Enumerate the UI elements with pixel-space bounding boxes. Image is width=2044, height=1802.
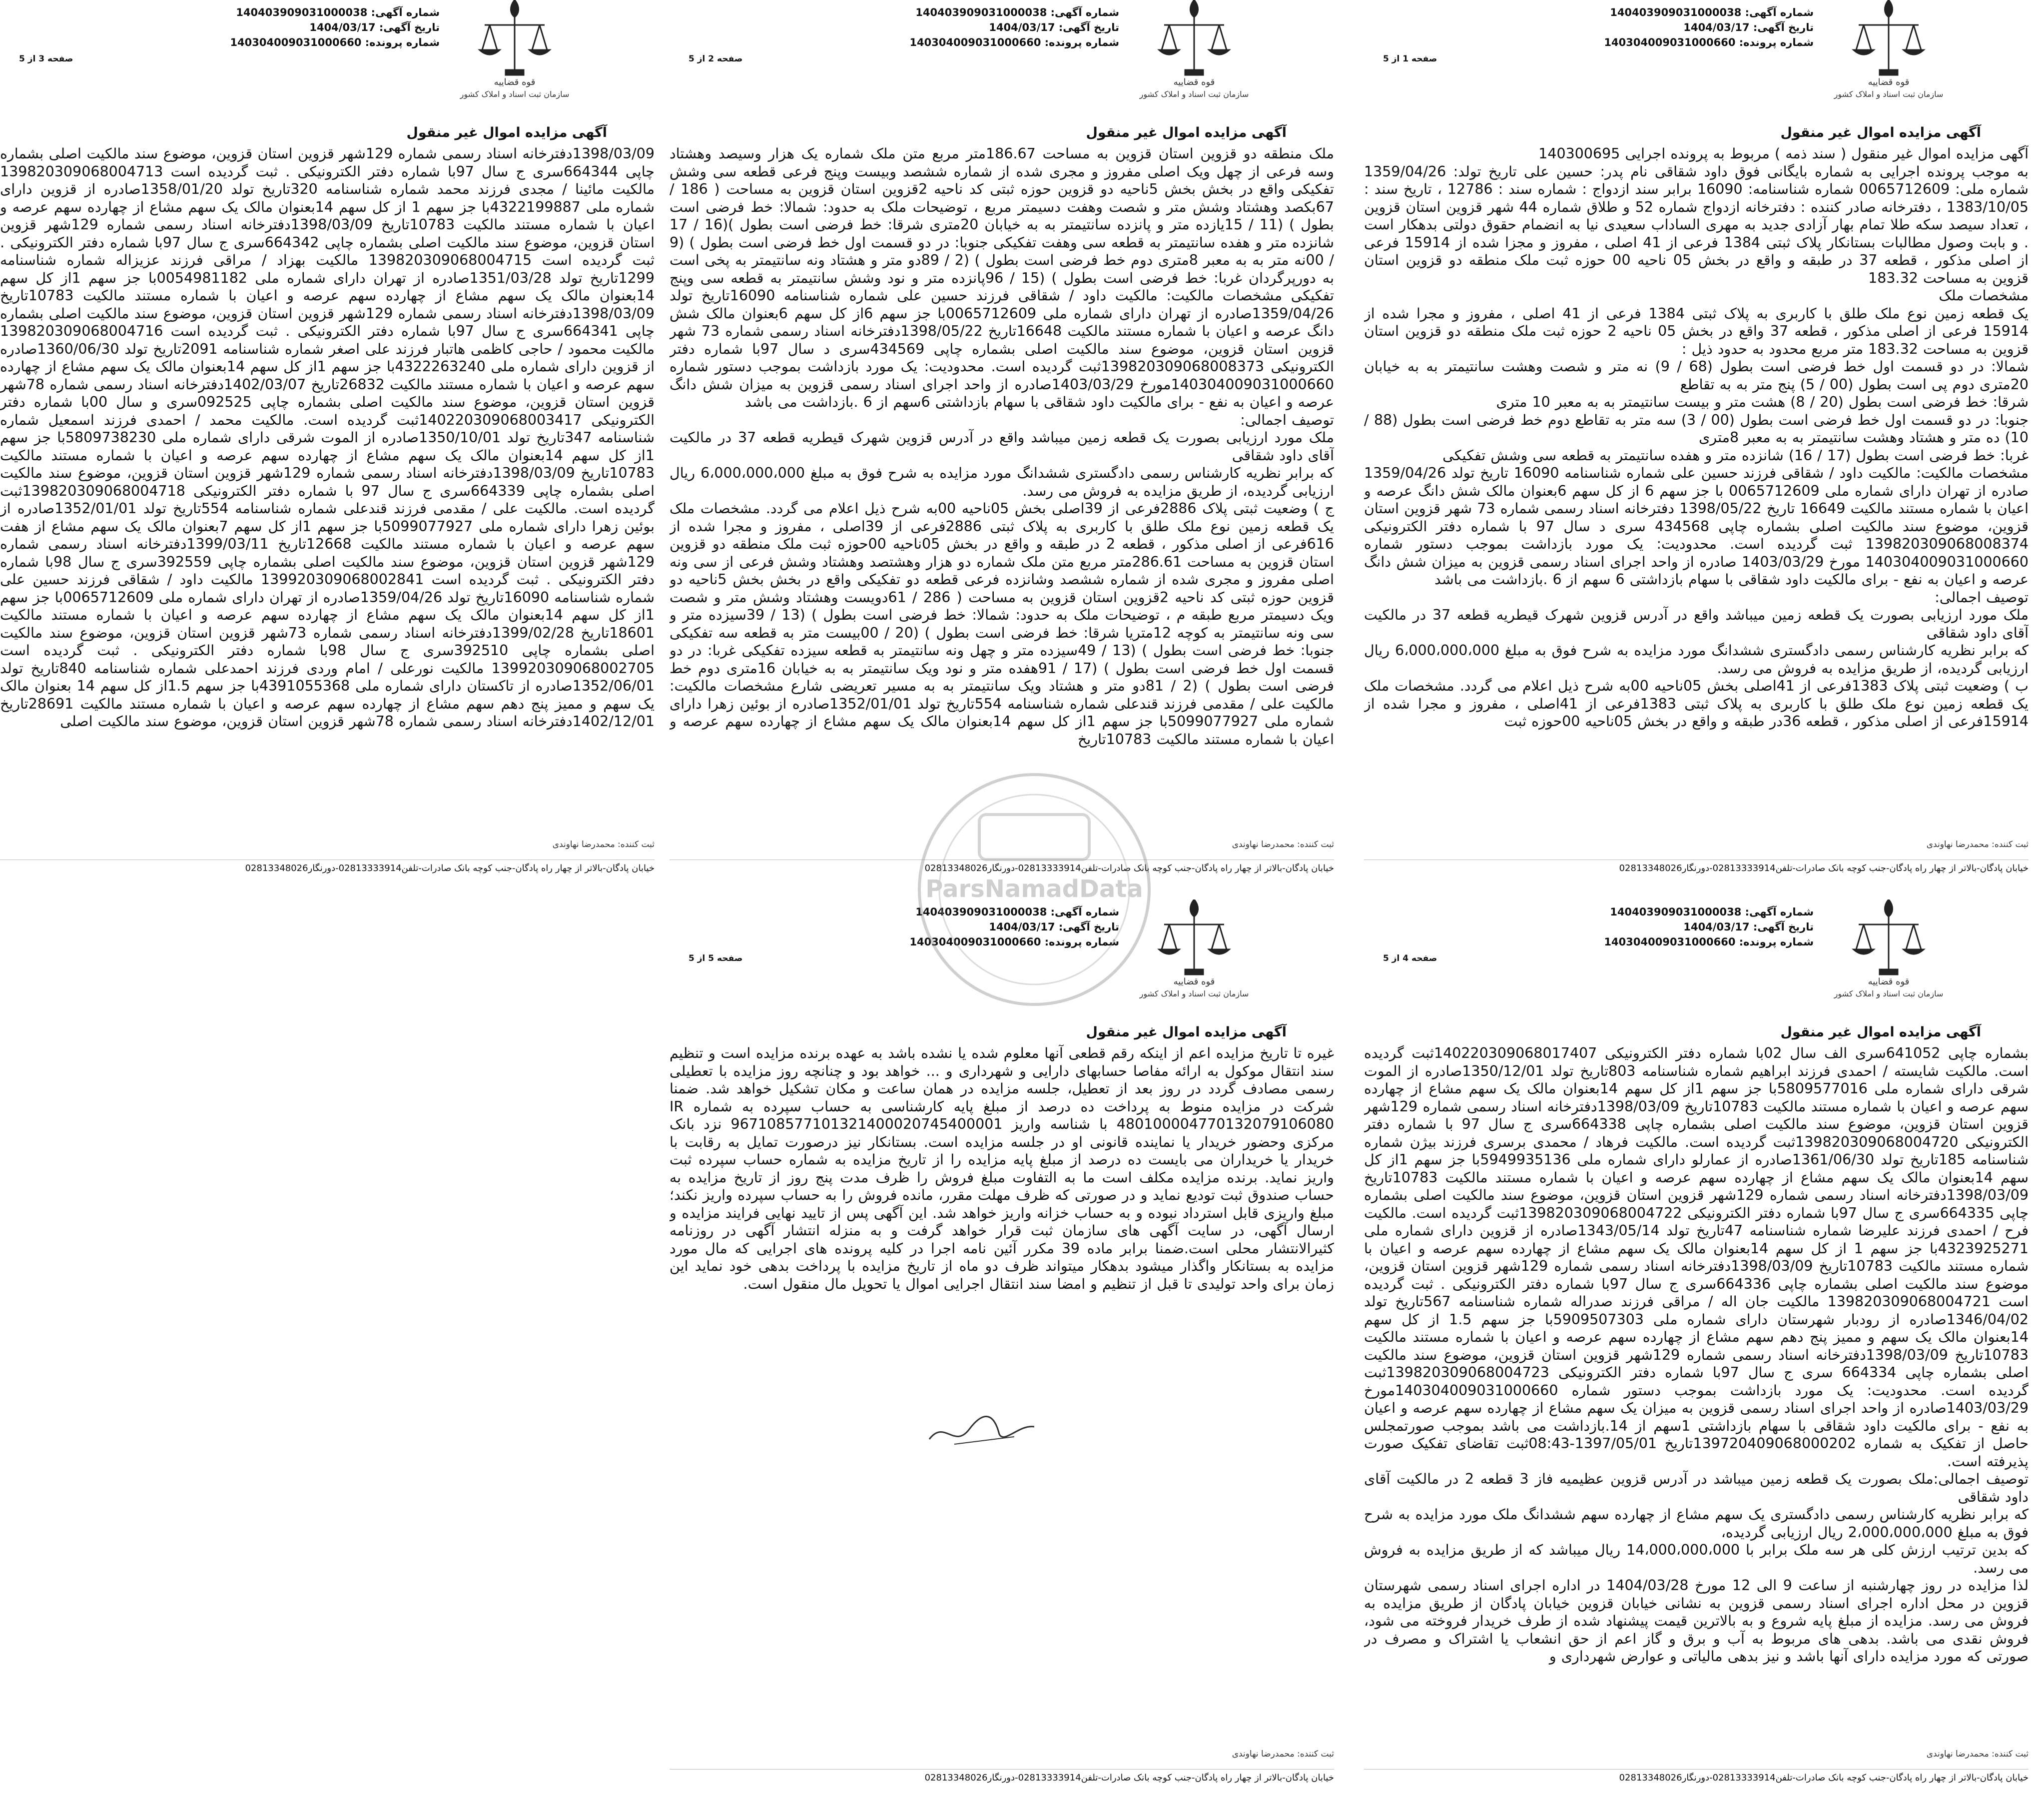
case-number: 140304009031000660 <box>1604 36 1736 48</box>
page-title: آگهی مزایده اموال غیر منقول <box>1780 1024 1981 1040</box>
svg-text:سازمان ثبت اسناد و املاک کشور: سازمان ثبت اسناد و املاک کشور <box>1834 989 1944 998</box>
page-footer: خیابان پادگان-بالاتر از چهار راه پادگان-جنب کوچه بانک صادرات-تلفن02813333914-دورنگار02813348026 <box>670 860 1334 874</box>
svg-text:سازمان ثبت اسناد و املاک کشور: سازمان ثبت اسناد و املاک کشور <box>1834 89 1944 99</box>
page-footer: خیابان پادگان-بالاتر از چهار راه پادگان-جنب کوچه بانک صادرات-تلفن02813333914-دورنگار02813348026 <box>1364 1769 2029 1783</box>
page-header <box>0 0 655 107</box>
ad-date: 1404/03/17 <box>1683 21 1750 33</box>
page-body: غیره تا تاریخ مزایده اعم از اینکه رقم قطعی آنها معلوم شده یا نشده باشد به عهده برنده مزایده است و تنظیم سند انتقال موکول به ارائه مفاصا حسابهای دارایی و شهرداری و ... خواهد بود و چنانچه روز مزایده با تعطیلی رسمی مصادف گردد در روز بعد از تعطیل، جلسه مزایده در همان ساعت و مکان تشکیل خواهد شد. ضمنا شرکت در مزایده منوط به پرداخت ده درصد از مبلغ پایه کارشناسی به حساب سپرده به شماره IR 480100004770132079106080 با شناسه واریز 967108577101321400020745400001 نزد بانک مرکزی وحضور خریدار یا نماینده قانونی او در جلسه مزایده است. بستانکار نیز درصورت تمایل به رقابت با خریدار یا خریداران می بایست ده درصد از مبلغ پایه مزایده را از تاریخ مزایده به شماره حساب سپرده ثبت واریز نماید. برنده مزایده مکلف است ما به التفاوت مبلغ فروش را ظرف مدت پنج روز از تاریخ مزایده به حساب صندوق ثبت تودیع نماید و در صورتی که ظرف مهلت مقرر، مانده فروش را به حساب سپرده واریز نکند؛ مبلغ واریزی قابل استرداد نبوده و به حساب خزانه واریز خواهد شد. این آگهی پس از تایید نهایی فرایند مزایده و ارسال آگهی، در سایت آگهی های سازمان ثبت قرار خواهد گرفت و به منزله انتشار آگهی در روزنامه کثیرالانتشار محلی است.ضمنا برابر ماده 39 مکرر آئین نامه اجرا در کلیه پرونده های اجرایی که مال مورد مزایده به بستانکار واگذار میشود بدهکار میتواند ظرف دو ماه از تاریخ مزایده با پرداخت بدهی خود نماید این زمان برای واحد تولیدی تا قبل از تنظیم و امضا سند انتقال اجرایی اموال یا تحویل مال منقول است. <box>670 1045 1334 1292</box>
emblem-logo <box>450 0 580 100</box>
watermark-stamp <box>894 760 1174 1019</box>
page-header <box>670 0 1334 107</box>
svg-text:قوه قضاییه: قوه قضاییه <box>1173 976 1215 987</box>
svg-text:ParsNamadData: ParsNamadData <box>925 875 1143 903</box>
signer: ثبت کننده: محمدرضا نهاوندی <box>1926 1749 2029 1759</box>
emblem-logo <box>1824 0 1954 100</box>
page-body: 1398/03/09دفترخانه اسناد رسمی شماره 129شهر قزوین استان قزوین، موضوع سند مالکیت اصلی بشماره چاپی 664344سری ج سال 97با شماره دفتر الکترونیکی . ثبت گردیده است 139820309068004713 مالکیت مائینا / مجدی فرزند محمد شماره شناسنامه 320تاریخ تولد 1358/01/20صادره از قزوین دارای شماره ملی 4322199887با جز سهم 1 از کل سهم 14بعنوان مالک یک سهم مشاع از چهارده سهم عرصه و اعیان با شماره مستند مالکیت 10783تاریخ 1398/03/09دفترخانه اسناد رسمی شماره 129شهر قزوین استان قزوین، موضوع سند مالکیت اصلی بشماره چاپی 664342سری ج سال 97با شماره دفتر الکترونیکی . ثبت گردیده است 139820309068004715 مالکیت بهزاد / مراقی فرزند عزیزاله شماره شناسنامه 1299تاریخ تولد 1351/03/28صادره از تهران دارای شماره ملی 0054981182با جز سهم 1از کل سهم 14بعنوان مالک یک سهم مشاع از چهارده سهم عرصه و اعیان با شماره مستند مالکیت 10783تاریخ 1398/03/09دفترخانه اسناد رسمی شماره 129شهر قزوین استان قزوین، موضوع سند مالکیت اصلی بشماره چاپی 664341سری ج سال 97با شماره دفتر الکترونیکی . ثبت گردیده است 139820309068004716 مالکیت محمود / حاجی کاظمی هاتبار فرزند علی اصغر شماره شناسنامه 2091تاریخ تولد 1360/06/30صادره از قزوین دارای شماره ملی 4322263240با جز سهم 1از کل سهم 14بعنوان مالک یک سهم مشاع از چهارده سهم عرصه و اعیان با شماره مستند مالکیت 26832تاریخ 1402/03/07دفترخانه اسناد رسمی شماره 78شهر قزوین استان قزوین، موضوع سند مالکیت اصلی بشماره چاپی 092525سری و سال 00با شماره دفتر الکترونیکی 140220309068003417ثبت گردیده است. مالکیت محمد / احمدی فرزند اسمعیل شماره شناسنامه 347تاریخ تولد 1350/10/01صادره از الموت شرقی دارای شماره ملی 5809738230با جز سهم 1از کل سهم 14بعنوان مالک یک سهم مشاع از چهارده سهم عرصه و اعیان با شماره مستند مالکیت 10783تاریخ 1398/03/09دفترخانه اسناد رسمی شماره 129شهر قزوین استان قزوین، موضوع سند مالکیت اصلی بشماره چاپی 664339سری ج سال 97 با شماره دفتر الکترونیکی 139820309068004718ثبت گردیده است. مالکیت علی / مقدمی فرزند قندعلی شماره شناسنامه 554تاریخ تولد 1352/01/01صادره از بوئین زهرا دارای شماره ملی 5099077927با جز سهم 1از کل سهم 7بعنوان مالک یک سهم مشاع از هفت سهم عرصه و اعیان با شماره مستند مالکیت 12668تاریخ 1399/03/11دفترخانه اسناد رسمی شماره 129شهر قزوین استان قزوین، موضوع سند مالکیت اصلی بشماره چاپی 392559سری ج سال 98با شماره دفتر الکترونیکی . ثبت گردیده است 139920309068002841 مالکیت داود / شقاقی فرزند حسین علی شماره شناسنامه 16090تاریخ تولد 1359/04/26صادره از تهران دارای شماره ملی 0065712609با جز سهم 1از کل سهم 14بعنوان مالک یک سهم مشاع از چهارده سهم عرصه و اعیان با شماره مستند مالکیت 18601تاریخ 1399/02/28دفترخانه اسناد رسمی شماره 73شهر قزوین استان قزوین، موضوع سند مالکیت اصلی بشماره چاپی 392510سری ج سال 98با شماره دفتر الکترونیکی . ثبت گردیده است 139920309068002705 مالکیت نورعلی / امام وردی فرزند احمدعلی شماره شناسنامه 840تاریخ تولد 1352/06/01صادره از تاکستان دارای شماره ملی 4391055368با جز سهم 1.5از کل سهم 14 بعنوان مالک یک سهم و ممیز پنج دهم سهم مشاع از چهارده سهم عرصه و اعیان با شماره مستند مالکیت 28691تاریخ 1402/12/01دفترخانه اسناد رسمی شماره 78شهر قزوین استان قزوین، موضوع سند مالکیت اصلی <box>0 145 655 730</box>
page-header <box>1364 900 2029 1007</box>
case-number: 140304009031000660 <box>230 36 362 48</box>
svg-text:قوه قضاییه: قوه قضاییه <box>1868 976 1910 987</box>
page-3 <box>0 0 655 885</box>
ad-date: 1404/03/17 <box>989 921 1055 933</box>
ad-number: 140403909031000038 <box>1610 6 1742 18</box>
page-number: صفحه 2 از 5 <box>688 54 743 64</box>
page-body: ملک منطقه دو قزوین استان قزوین به مساحت 186.67متر مربع متن ملک شماره یک هزار وسیصد وهشتاد وسه فرعی از چهل ویک اصلی مفروز و مجری شده از شماره ششصد وبیست وپنج فرعی قطعه سی وشش تفکیکی واقع در بخش بخش 5ناحیه دو قزوین حوزه ثبتی کد ناحیه 2قزوین استان قزوین به مساحت ( 186 / 67بکصد وهشتاد وشش متر و شصت وهفت دسیمتر مربع ، توضیحات ملک به حدود: شمالا: خط فرضی است بطول ) (11 / 15یازده متر و پانزده سانتیمتر به به خیابان 20متری شرقا: خط فرضی است بطول )(16 / 17 شانزده متر و هفده سانتیمتر به قطعه سی وهفت تفکیکی جنوبا: در دو قسمت اول خط فرضی است بطول ) (9 / 00نه متر به به معبر 8متری دوم خط فرضی است بطول ) (2 / 89دو متر و هشتاد ونه سانتیمتر به پخی است به دورپرگردان غربا: خط فرضی است بطول ) (15 / 96پانزده متر و نود وشش سانتیمتر به قطعه سی وپنج تفکیکی مشخصات مالکیت: مالکیت داود / شقاقی فرزند حسین علی شماره شناسنامه 16090تاریخ تولد 1359/04/26صادره از تهران دارای شماره ملی 0065712609با جز سهم 6از کل سهم 6بعنوان مالک شش دانگ عرصه و اعیان با شماره مستند مالکیت 16648تاریخ 1398/05/22دفترخانه اسناد رسمی شماره 73 شهر قزوین استان قزوین، موضوع سند مالکیت اصلی بشماره چاپی 434569سری د سال 97با شماره دفتر الکترونیکی 139820309068008373ثبت گردیده است. محدودیت: یک مورد بازداشت بموجب دستور شماره 140304009031000660مورخ 1403/03/29صادره از واحد اجرای اسناد رسمی قزوین به میزان شش دانگ عرصه و اعیان به نفع - برای مالکیت داود شقاقی با سهام بازداشتی 6سهم از 6 .بازداشت می باشد توصیف اجمالی: ملک مورد ارزیابی بصورت یک قطعه زمین میباشد واقع در آدرس قزوین شهرک قیطریه قطعه 37 در مالکیت آقای داود شقاقی که برابر نظریه کارشناس رسمی دادگستری ششدانگ مورد مزایده به شرح فوق به مبلغ 6،000،000،000 ریال ارزیابی گردیده، از طریق مزایده به فروش می رسد. ج ) وضعیت ثبتی پلاک 2886فرعی از 39اصلی بخش 05ناحیه 00به شرح ذیل اعلام می گردد. مشخصات ملک یک قطعه زمین نوع ملک طلق با کاربری به پلاک ثبتی 2886فرعی از 39اصلی ، مفروز و مجرا شده از 616فرعی از اصلی مذکور ، قطعه 2 در طبقه و واقع در بخش 05ناحیه 00حوزه ثبت ملک منطقه دو قزوین استان قزوین به مساحت 286.61متر مربع متن ملک شماره دو هزار وهشتصد وهشتاد وشش فرعی از سی ونه اصلی مفروز و مجری شده از شماره ششصد وشانزده فرعی قطعه دو تفکیکی واقع در بخش بخش 5ناحیه دو قزوین حوزه ثبتی کد ناحیه 2قزوین استان قزوین به مساحت ( 286 / 61دویست وهشتاد وشش متر و شصت ویک دسیمتر مربع طبقه م ، توضیحات ملک به حدود: شمالا: خط فرضی است بطول ) (13 / 39سیزده متر و سی ونه سانتیمتر به کوچه 12متریا شرقا: خط فرضی است بطول ) (20 / 00بیست متر به قطعه سه تفکیکی جنوبا: خط فرضی است بطول ) (13 / 49سیزده متر و چهل ونه سانتیمتر به قطعه سیزده تفکیکی غربا: در دو قسمت اول خط فرضی است بطول ) (17 / 91هفده متر و نود ویک سانتیمتر به به خیابان 16متری دوم خط فرضی است بطول ) (2 / 81دو متر و هشتاد ویک سانتیمتر به به مسیر تعریضی شارع مشخصات مالکیت: مالکیت علی / مقدمی فرزند قندعلی شماره شناسنامه 554تاریخ تولد 1352/01/01صادره از بوئین زهرا دارای شماره ملی 5099077927با جز سهم 1از کل سهم 14بعنوان مالک یک سهم مشاع از چهارده سهم عرصه و اعیان با شماره مستند مالکیت 10783تاریخ <box>670 145 1334 748</box>
header-meta: شماره آگهی: 140403909031000038 تاریخ آگهی: 1404/03/17 شماره پرونده: 140304009031000660 <box>909 906 1119 948</box>
handwritten-signature <box>924 1409 1039 1454</box>
page-body: بشماره چاپی 641052سری الف سال 02با شماره دفتر الکترونیکی 140220309068017407ثبت گردیده است. مالکیت شایسته / احمدی فرزند ابراهیم شماره شناسنامه 803تاریخ تولد 1350/12/01صادره از الموت شرقی دارای شماره ملی 5809577016با جز سهم 1از کل سهم 14بعنوان مالک یک سهم مشاع از چهارده سهم عرصه و اعیان با شماره مستند مالکیت 10783تاریخ 1398/03/09دفترخانه اسناد رسمی شماره 129شهر قزوین استان قزوین، موضوع سند مالکیت اصلی بشماره چاپی 664338سری ج سال 97 با شماره دفتر الکترونیکی 139820309068004720ثبت گردیده است. مالکیت فرهاد / محمدی برسری فرزند بیژن شماره شناسنامه 185تاریخ تولد 1361/06/30صادره از عمارلو دارای شماره ملی 5949935136با جز سهم 1از کل سهم 14بعنوان مالک یک سهم مشاع از چهارده سهم عرصه و اعیان با شماره مستند مالکیت 10783تاریخ 1398/03/09دفترخانه اسناد رسمی شماره 129شهر قزوین استان قزوین، موضوع سند مالکیت اصلی بشماره چاپی 664335سری ج سال 97با شماره دفتر الکترونیکی 139820309068004722ثبت گردیده است. مالکیت فرح / احمدی فرزند علیرضا شماره شناسنامه 47تاریخ تولد 1343/05/14صادره از قزوین دارای شماره ملی 4323925271با جز سهم 1 از کل سهم 14بعنوان مالک یک سهم مشاع از چهارده سهم عرصه و اعیان با شماره مستند مالکیت 10783تاریخ 1398/03/09دفترخانه اسناد رسمی شماره 129شهر قزوین استان قزوین، موضوع سند مالکیت اصلی بشماره چاپی 664336سری ج سال 97با شماره دفتر الکترونیکی . ثبت گردیده است 139820309068004721 مالکیت جان اله / مراقی فرزند صدراله شماره شناسنامه 567تاریخ تولد 1346/04/02صادره از رودبار شهرستان دارای شماره ملی 5909507303با جز سهم 1.5 از کل سهم 14بعنوان مالک یک سهم و ممیز پنج دهم سهم مشاع از چهارده سهم عرصه و اعیان با شماره مستند مالکیت 10783تاریخ 1398/03/09دفترخانه اسناد رسمی شماره 129شهر قزوین استان قزوین، موضوع سند مالکیت اصلی بشماره چاپی 664334 سری ج سال 97با شماره دفتر الکترونیکی 139820309068004723ثبت گردیده است. محدودیت: یک مورد بازداشت بموجب دستور شماره 140304009031000660مورخ 1403/03/29صادره از واحد اجرای اسناد رسمی قزوین به میزان یک سهم مشاع از چهارده سهم عرصه و اعیان به نفع - برای مالکیت داود شقاقی با سهام بازداشتی 1سهم از 14.بازداشت می باشد بموجب صورتمجلس حاصل از تفکیک به شماره 139720409068000202تاریخ 1397/05/01-08:43ثبت تقاضای تفکیک صورت پذیرفته است. توصیف اجمالی:ملک بصورت یک قطعه زمین میباشد در آدرس قزوین عظیمیه فاز 3 قطعه 2 در مالکیت آقای داود شقاقی که برابر نظریه کارشناس رسمی دادگستری یک سهم مشاع از چهارده سهم ششدانگ ملک مورد مزایده به شرح فوق به مبلغ 2،000،000،000 ریال ارزیابی گردیده، که بدین ترتیب ارزش کلی هر سه ملک برابر با 14،000،000،000 ریال میباشد که از طریق مزایده به فروش می رسد. لذا مزایده در روز چهارشنبه از ساعت 9 الی 12 مورخ 1404/03/28 در اداره اجرای اسناد رسمی شهرستان قزوین در محل اداره اجرای اسناد رسمی قزوین به نشانی خیابان قزوین خیابان پادگان از طریق مزایده به فروش می رسد. مزایده از مبلغ پایه شروع و به بالاترین قیمت پیشنهاد شده از طرف خریدار فروخته می شود، فروش نقدی می باشد. بدهی های مربوط به آب و برق و گاز اعم از حق انشعاب یا اشتراک و مصرف در صورتی که مورد مزایده دارای آنها باشد و نیز بدهی مالیاتی و عوارض شهرداری و <box>1364 1045 2029 1665</box>
page-number: صفحه 4 از 5 <box>1383 953 1437 963</box>
signer: ثبت کننده: محمدرضا نهاوندی <box>1232 1749 1334 1759</box>
page-title: آگهی مزایده اموال غیر منقول <box>1780 125 1981 140</box>
ad-number: 140403909031000038 <box>915 6 1047 18</box>
page-4 <box>1364 900 2029 1794</box>
page-title: آگهی مزایده اموال غیر منقول <box>1086 125 1287 140</box>
signer: ثبت کننده: محمدرضا نهاوندی <box>1232 840 1334 850</box>
ad-number: 140403909031000038 <box>915 906 1047 918</box>
ad-date: 1404/03/17 <box>989 21 1055 33</box>
emblem-logo <box>1129 0 1259 100</box>
case-number: 140304009031000660 <box>909 36 1041 48</box>
page-2 <box>670 0 1334 885</box>
page-footer: خیابان پادگان-بالاتر از چهار راه پادگان-جنب کوچه بانک صادرات-تلفن02813333914-دورنگار02813348026 <box>670 1769 1334 1783</box>
ad-date: 1404/03/17 <box>309 21 376 33</box>
svg-text:سازمان ثبت اسناد و املاک کشور: سازمان ثبت اسناد و املاک کشور <box>1139 989 1249 998</box>
svg-text:قوه قضاییه: قوه قضاییه <box>494 77 536 87</box>
page-footer: خیابان پادگان-بالاتر از چهار راه پادگان-جنب کوچه بانک صادرات-تلفن02813333914-دورنگار02813348026 <box>1364 860 2029 874</box>
header-meta: شماره آگهی: 140403909031000038 تاریخ آگهی: 1404/03/17 شماره پرونده: 140304009031000660 <box>230 6 440 48</box>
page-number: صفحه 3 از 5 <box>19 54 73 64</box>
svg-text:سازمان ثبت اسناد و املاک کشور: سازمان ثبت اسناد و املاک کشور <box>460 89 570 99</box>
page-5 <box>670 900 1334 1794</box>
header-meta: شماره آگهی: 140403909031000038 تاریخ آگهی: 1404/03/17 شماره پرونده: 140304009031000660 <box>909 6 1119 48</box>
page-footer: خیابان پادگان-بالاتر از چهار راه پادگان-جنب کوچه بانک صادرات-تلفن02813333914-دورنگار02813348026 <box>0 860 655 874</box>
svg-text:قوه قضاییه: قوه قضاییه <box>1868 77 1910 87</box>
page-body: آگهی مزایده اموال غیر منقول ( سند ذمه ) مربوط به پرونده اجرایی 140300695 به موجب پرونده اجرایی به شماره بایگانی فوق داود شقاقی نام پدر: حسین علی تاریخ تولد: 1359/04/26 شماره ملی: 0065712609 شماره شناسنامه: 16090 برابر سند ازدواج : شماره سند : 12786 ، تاریخ سند : 1383/10/05 ، دفترخانه صادر کننده : دفترخانه ازدواج شماره 52 و طلاق شماره 44 شهر قزوین استان قزوین ، تعداد سیصد سکه طلا تمام بهار آزادی جدید به مهری الساداب سعیدی نیا به انضمام حقوق دولتی بدهکار است . و بابت وصول مطالبات بستانکار پلاک ثبتی 1384 فرعی از 41 اصلی ، مفروز و مجزا شده از 15914 فرعی از اصلی مذکور ، قطعه 37 در طبقه و واقع در بخش 05 ناحیه 00 حوزه ثبت ملک منطقه دو قزوین استان قزوین به مساحت 183.32 مشخصات ملک یک قطعه زمین نوع ملک طلق با کاربری به پلاک ثبتی 1384 فرعی از 41 اصلی ، مفروز و مجرا شده از 15914 فرعی از اصلی مذکور ، قطعه 37 واقع در بخش 05 ناحیه 2 حوزه ثبت ملک منطقه دو قزوین استان قزوین به مساحت 183.32 متر مربع محدود به حدود ذیل : شمالا: در دو قسمت اول خط فرضی است بطول (68 / 9) نه متر و شصت وهشت سانتیمتر به به خیابان 20متری دوم پی است بطول (00 / 5) پنج متر به به تقاطع شرقا: خط فرضی است بطول (20 / 8) هشت متر و بیست سانتیمتر به به معبر 10 متری جنوبا: در دو قسمت اول خط فرضی است بطول (00 / 3) سه متر به تقاطع دوم خط فرضی است بطول (88 / 10) ده متر و هشتاد وهشت سانتیمتر به به معبر 8متری غربا: خط فرضی است بطول (17 / 16) شانزده متر و هفده سانتیمتر به قطعه سی وشش تفکیکی مشخصات مالکیت: مالکیت داود / شقاقی فرزند حسین علی شماره شناسنامه 16090 تاریخ تولد 1359/04/26 صادره از تهران دارای شماره ملی 0065712609 با جز سهم 6 از کل سهم 6بعنوان مالک شش دانگ عرصه و اعیان با شماره مستند مالکیت 16649 تاریخ 1398/05/22 دفترخانه اسناد رسمی شماره 73 شهر قزوین استان قزوین، موضوع سند مالکیت اصلی بشماره چاپی 434568 سری د سال 97 با شماره دفتر الکترونیکی 139820309068008374 ثبت گردیده است. محدودیت: یک مورد بازداشت بموجب دستور شماره 140304009031000660 مورخ 1403/03/29 صادره از واحد اجرای اسناد رسمی قزوین به میزان شش دانگ عرصه و اعیان به نفع - برای مالکیت داود شقاقی با سهام بازداشتی 6 سهم از 6 .بازداشت می باشد توصیف اجمالی: ملک مورد ارزیابی بصورت یک قطعه زمین میباشد واقع در آدرس قزوین شهرک قیطریه قطعه 37 در مالکیت آقای داود شقاقی که برابر نظریه کارشناس رسمی دادگستری ششدانگ مورد مزایده به شرح فوق به مبلغ 6،000،000،000 ریال ارزیابی گردیده، از طریق مزایده به فروش می رسد. ب ) وضعیت ثبتی پلاک 1383فرعی از 41اصلی بخش 05ناحیه 00به شرح ذیل اعلام می گردد. مشخصات ملک یک قطعه زمین نوع ملک طلق با کاربری به پلاک ثبتی 1383فرعی از 41اصلی ، مفروز و مجرا شده از 15914فرعی از اصلی مذکور ، قطعه 36در طبقه و واقع در بخش 05ناحیه 00حوزه ثبت <box>1364 145 2029 730</box>
page-number: صفحه 1 از 5 <box>1383 54 1437 64</box>
emblem-logo <box>1824 900 1954 999</box>
ad-number: 140403909031000038 <box>1610 906 1742 918</box>
page-header <box>1364 0 2029 107</box>
signer: ثبت کننده: محمدرضا نهاوندی <box>1926 840 2029 850</box>
header-meta: شماره آگهی: 140403909031000038 تاریخ آگهی: 1404/03/17 شماره پرونده: 140304009031000660 <box>1604 906 1814 948</box>
ad-date: 1404/03/17 <box>1683 921 1750 933</box>
case-number: 140304009031000660 <box>1604 936 1736 948</box>
svg-text:سازمان ثبت اسناد و املاک کشور: سازمان ثبت اسناد و املاک کشور <box>1139 89 1249 99</box>
svg-text:قوه قضاییه: قوه قضاییه <box>1173 77 1215 87</box>
case-number: 140304009031000660 <box>909 936 1041 948</box>
ad-number: 140403909031000038 <box>236 6 368 18</box>
signer: ثبت کننده: محمدرضا نهاوندی <box>552 840 655 850</box>
page-title: آگهی مزایده اموال غیر منقول <box>406 125 607 140</box>
page-title: آگهی مزایده اموال غیر منقول <box>1086 1024 1287 1040</box>
page-number: صفحه 5 از 5 <box>688 953 743 963</box>
page-1 <box>1364 0 2029 885</box>
header-meta: شماره آگهی: 140403909031000038 تاریخ آگهی: 1404/03/17 شماره پرونده: 140304009031000660 <box>1604 6 1814 48</box>
